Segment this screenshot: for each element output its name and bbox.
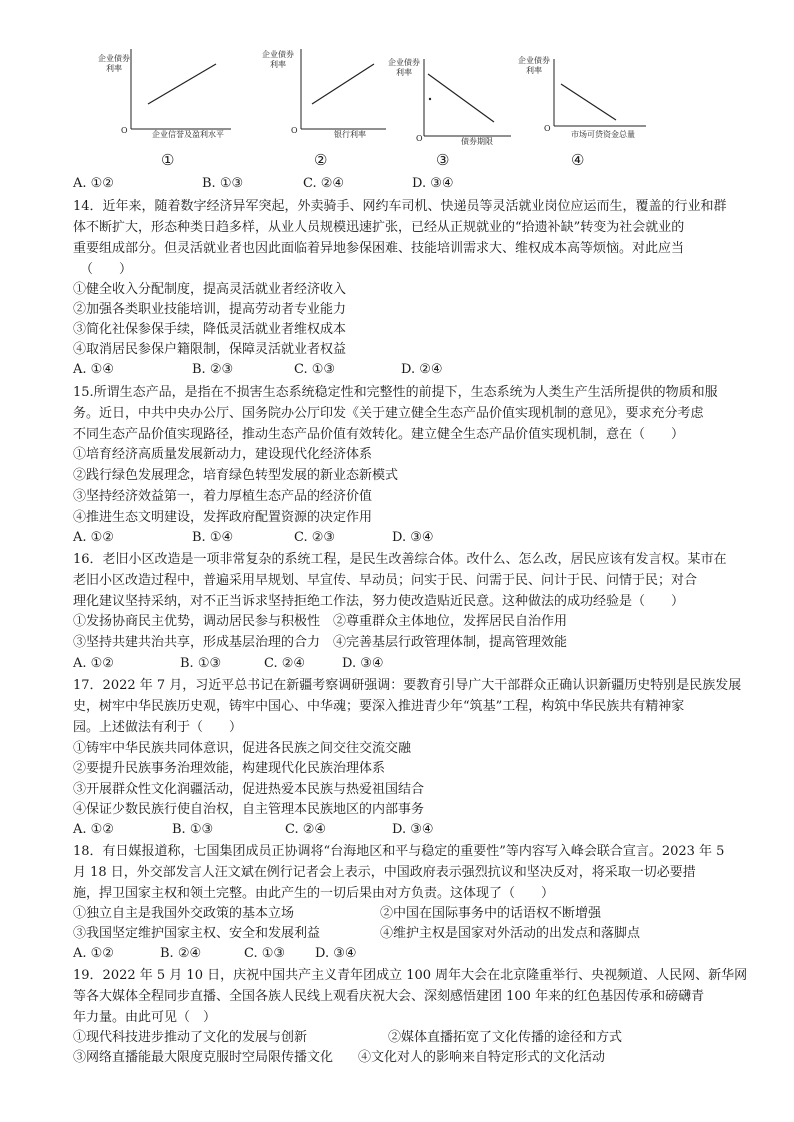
q17-option-d[interactable]: D. ③④	[392, 822, 434, 837]
graph-3-ylabel: 企业债券利率	[388, 58, 420, 77]
q18-stem-line-2: 月 18 日，外交部发言人汪文斌在例行记者会上表示，中国政府表示强烈抗议和坚决反对，将采取一切必要措	[73, 865, 696, 880]
q19-statement-2: ②媒体直播拓宽了文化传播的途径和方式	[388, 1030, 623, 1045]
q15-option-a[interactable]: A. ①②	[73, 530, 114, 545]
q17-statement-1: ①铸牢中华民族共同体意识，促进各民族之间交往交流交融	[73, 741, 412, 756]
q19-statement-3: ③网络直播能最大限度克服时空局限传播文化	[73, 1050, 334, 1065]
graph-3-xlabel: 债券期限	[461, 137, 493, 146]
q18-statement-4: ④维护主权是国家对外活动的出发点和落脚点	[380, 926, 641, 941]
q16-statement-line-2: ③坚持共建共治共享，形成基层治理的合力 ④完善基层行政管理体制，提高管理效能	[73, 635, 568, 650]
q17-statement-2: ②要提升民族事务治理效能，构建现代化民族治理体系	[73, 761, 386, 776]
q14-statement-1: ①健全收入分配制度，提高灵活就业者经济收入	[73, 282, 347, 297]
q19-stem-line-1: 19．2022 年 5 月 10 日，庆祝中国共产主义青年团成立 100 周年大会在北京隆重举行、央视频道、人民网、新华网	[73, 968, 748, 983]
q13-graphs	[96, 44, 716, 179]
q14-statement-2: ②加强各类职业技能培训，提高劳动者专业能力	[73, 302, 347, 317]
q16-option-a[interactable]: A. ①②	[73, 656, 114, 671]
q14-stem-line-2: 体不断扩大，形态种类日趋多样，从业人员规模迅速扩张，已经从正规就业的“拾遗补缺”转变为社会就业的	[73, 220, 685, 235]
q15-statement-2: ②践行绿色发展理念，培育绿色转型发展的新业态新模式	[73, 468, 399, 483]
graph-4	[516, 44, 656, 179]
q13-option-c[interactable]: C. ②④	[303, 176, 345, 191]
q14-option-c[interactable]: C. ①③	[294, 362, 336, 377]
graph-4-xlabel: 市场可贷资金总量	[571, 130, 635, 139]
graph-4-number: ④	[571, 151, 585, 169]
q13-option-d[interactable]: D. ③④	[412, 176, 454, 191]
q19-stem-line-3: 年力量。由此可见（ ）	[73, 1010, 217, 1025]
q17-option-a[interactable]: A. ①②	[73, 822, 114, 837]
q18-stem-line-1: 18．有日媒报道称，七国集团成员正协调将“台海地区和平与稳定的重要性”等内容写入峰会联合宣言。2023 年 5	[73, 844, 725, 859]
q18-option-a[interactable]: A. ①②	[73, 946, 114, 961]
q13-option-b[interactable]: B. ①③	[202, 176, 244, 191]
q16-stem-line-3: 理化建议坚持采纳，对不正当诉求坚持拒绝工作法，努力使改造贴近民意。这种做法的成功经验是（ ）	[73, 594, 685, 609]
q14-option-a[interactable]: A. ①④	[73, 362, 114, 377]
graph-3-origin: O	[416, 134, 423, 143]
graph-1-xlabel: 企业信誉及盈利水平	[152, 130, 224, 139]
q13-option-a[interactable]: A. ①②	[73, 176, 114, 191]
graph-2-xlabel: 银行利率	[334, 130, 366, 139]
q18-statement-1: ①独立自主是我国外交政策的基本立场	[73, 906, 295, 921]
q14-statement-4: ④取消居民参保户籍限制，保障灵活就业者权益	[73, 342, 347, 357]
q17-stem-line-2: 史，树牢中华民族历史观，铸牢中国心、中华魂；要深入推进青少年“筑基”工程，构筑中华民族共有精神家	[73, 699, 685, 714]
q15-option-c[interactable]: C. ②③	[294, 530, 336, 545]
graph-2-ylabel: 企业债券利率	[262, 50, 294, 69]
q15-statement-4: ④推进生态文明建设，发挥政府配置资源的决定作用	[73, 510, 373, 525]
graph-4-ylabel: 企业债券利率	[518, 56, 550, 75]
q14-stem-line-4: （ ）	[80, 262, 133, 277]
q18-statement-2: ②中国在国际事务中的话语权不断增强	[380, 906, 602, 921]
q15-statement-1: ①培育经济高质量发展新动力，建设现代化经济体系	[73, 447, 373, 462]
q18-option-d[interactable]: D. ③④	[315, 946, 357, 961]
q19-stem-line-2: 等各大媒体全程同步直播、全国各族人民线上观看庆祝大会、深刻感悟建团 100 年来的红色基因传承和磅礴青	[73, 989, 705, 1004]
graph-2	[256, 44, 396, 179]
graph-1-ylabel: 企业债券利率	[98, 54, 130, 73]
q14-option-d[interactable]: D. ②④	[401, 362, 443, 377]
graph-1	[96, 44, 236, 179]
q14-stem-line-3: 重要组成部分。但灵活就业者也因此面临着异地参保困难、技能培训需求大、维权成本高等烦恼。对此应当	[73, 241, 685, 256]
graph-4-origin: O	[544, 124, 551, 133]
q19-statement-1: ①现代科技进步推动了文化的发展与创新	[73, 1030, 308, 1045]
graph-1-curve	[148, 64, 216, 104]
q15-stem-line-1: 15.所谓生态产品，是指在不损害生态系统稳定性和完整性的前提下，生态系统为人类生产生活所提供的物质和服	[73, 385, 718, 400]
graph-4-curve	[561, 84, 616, 120]
q17-statement-4: ④保证少数民族行使自治权，自主管理本民族地区的内部事务	[73, 802, 425, 817]
q15-option-d[interactable]: D. ③④	[392, 530, 434, 545]
q17-option-b[interactable]: B. ①③	[172, 822, 214, 837]
q17-stem-line-1: 17．2022 年 7 月，习近平总书记在新疆考察调研强调：要教育引导广大干部群众正确认识新疆历史特别是民族发展	[73, 678, 742, 693]
q16-statement-line-1: ①发扬协商民主优势，调动居民参与积极性 ②尊重群众主体地位，发挥居民自治作用	[73, 614, 568, 629]
q14-option-b[interactable]: B. ②③	[192, 362, 234, 377]
q16-option-b[interactable]: B. ①③	[180, 656, 222, 671]
graph-2-origin: O	[291, 126, 298, 135]
q15-stem-line-3: 不同生态产品价值实现路径，推动生态产品价值有效转化。建立健全生态产品价值实现机制，意在（ ）	[73, 427, 685, 442]
q15-option-b[interactable]: B. ①④	[192, 530, 234, 545]
graph-2-number: ②	[314, 151, 328, 169]
q15-statement-3: ③坚持经济效益第一，着力厚植生态产品的经济价值	[73, 489, 373, 504]
q18-option-b[interactable]: B. ②④	[160, 946, 202, 961]
graph-2-curve	[312, 64, 374, 104]
q14-stem-line-1: 14．近年来，随着数字经济异军突起，外卖骑手、网约车司机、快递员等灵活就业岗位应运而生，覆盖的行业和群	[73, 199, 727, 214]
q17-statement-3: ③开展群众性文化润疆活动，促进热爱本民族与热爱祖国结合	[73, 782, 425, 797]
graph-1-number: ①	[161, 151, 175, 169]
graph-3-curve	[428, 74, 494, 122]
q17-stem-line-3: 园。上述做法有利于（ ）	[73, 720, 243, 735]
q16-stem-line-1: 16．老旧小区改造是一项非常复杂的系统工程，是民生改善综合体。改什么、怎么改，居民应该有发言权。某市在	[73, 552, 727, 567]
q16-stem-line-2: 老旧小区改造过程中，普遍采用早规划、早宣传、早动员；问实于民、问需于民、问计于民、问情于民；对合	[73, 573, 698, 588]
graph-3	[386, 44, 526, 179]
q18-option-c[interactable]: C. ①③	[244, 946, 286, 961]
q18-stem-line-3: 施，捍卫国家主权和领土完整。由此产生的一切后果由对方负责。这体现了（ ）	[73, 886, 555, 901]
q17-option-c[interactable]: C. ②④	[285, 822, 327, 837]
graph-1-origin: O	[121, 126, 128, 135]
q16-option-d[interactable]: D. ③④	[342, 656, 384, 671]
q16-option-c[interactable]: C. ②④	[264, 656, 306, 671]
q15-stem-line-2: 务。近日，中共中央办公厅、国务院办公厅印发《关于建立健全生态产品价值实现机制的意见》，要求充分考虑	[73, 406, 704, 421]
q19-statement-4: ④文化对人的影响来自特定形式的文化活动	[358, 1050, 606, 1065]
graph-3-number: ③	[436, 151, 450, 169]
q14-statement-3: ③简化社保参保手续，降低灵活就业者维权成本	[73, 322, 347, 337]
q18-statement-3: ③我国坚定维护国家主权、安全和发展利益	[73, 926, 321, 941]
